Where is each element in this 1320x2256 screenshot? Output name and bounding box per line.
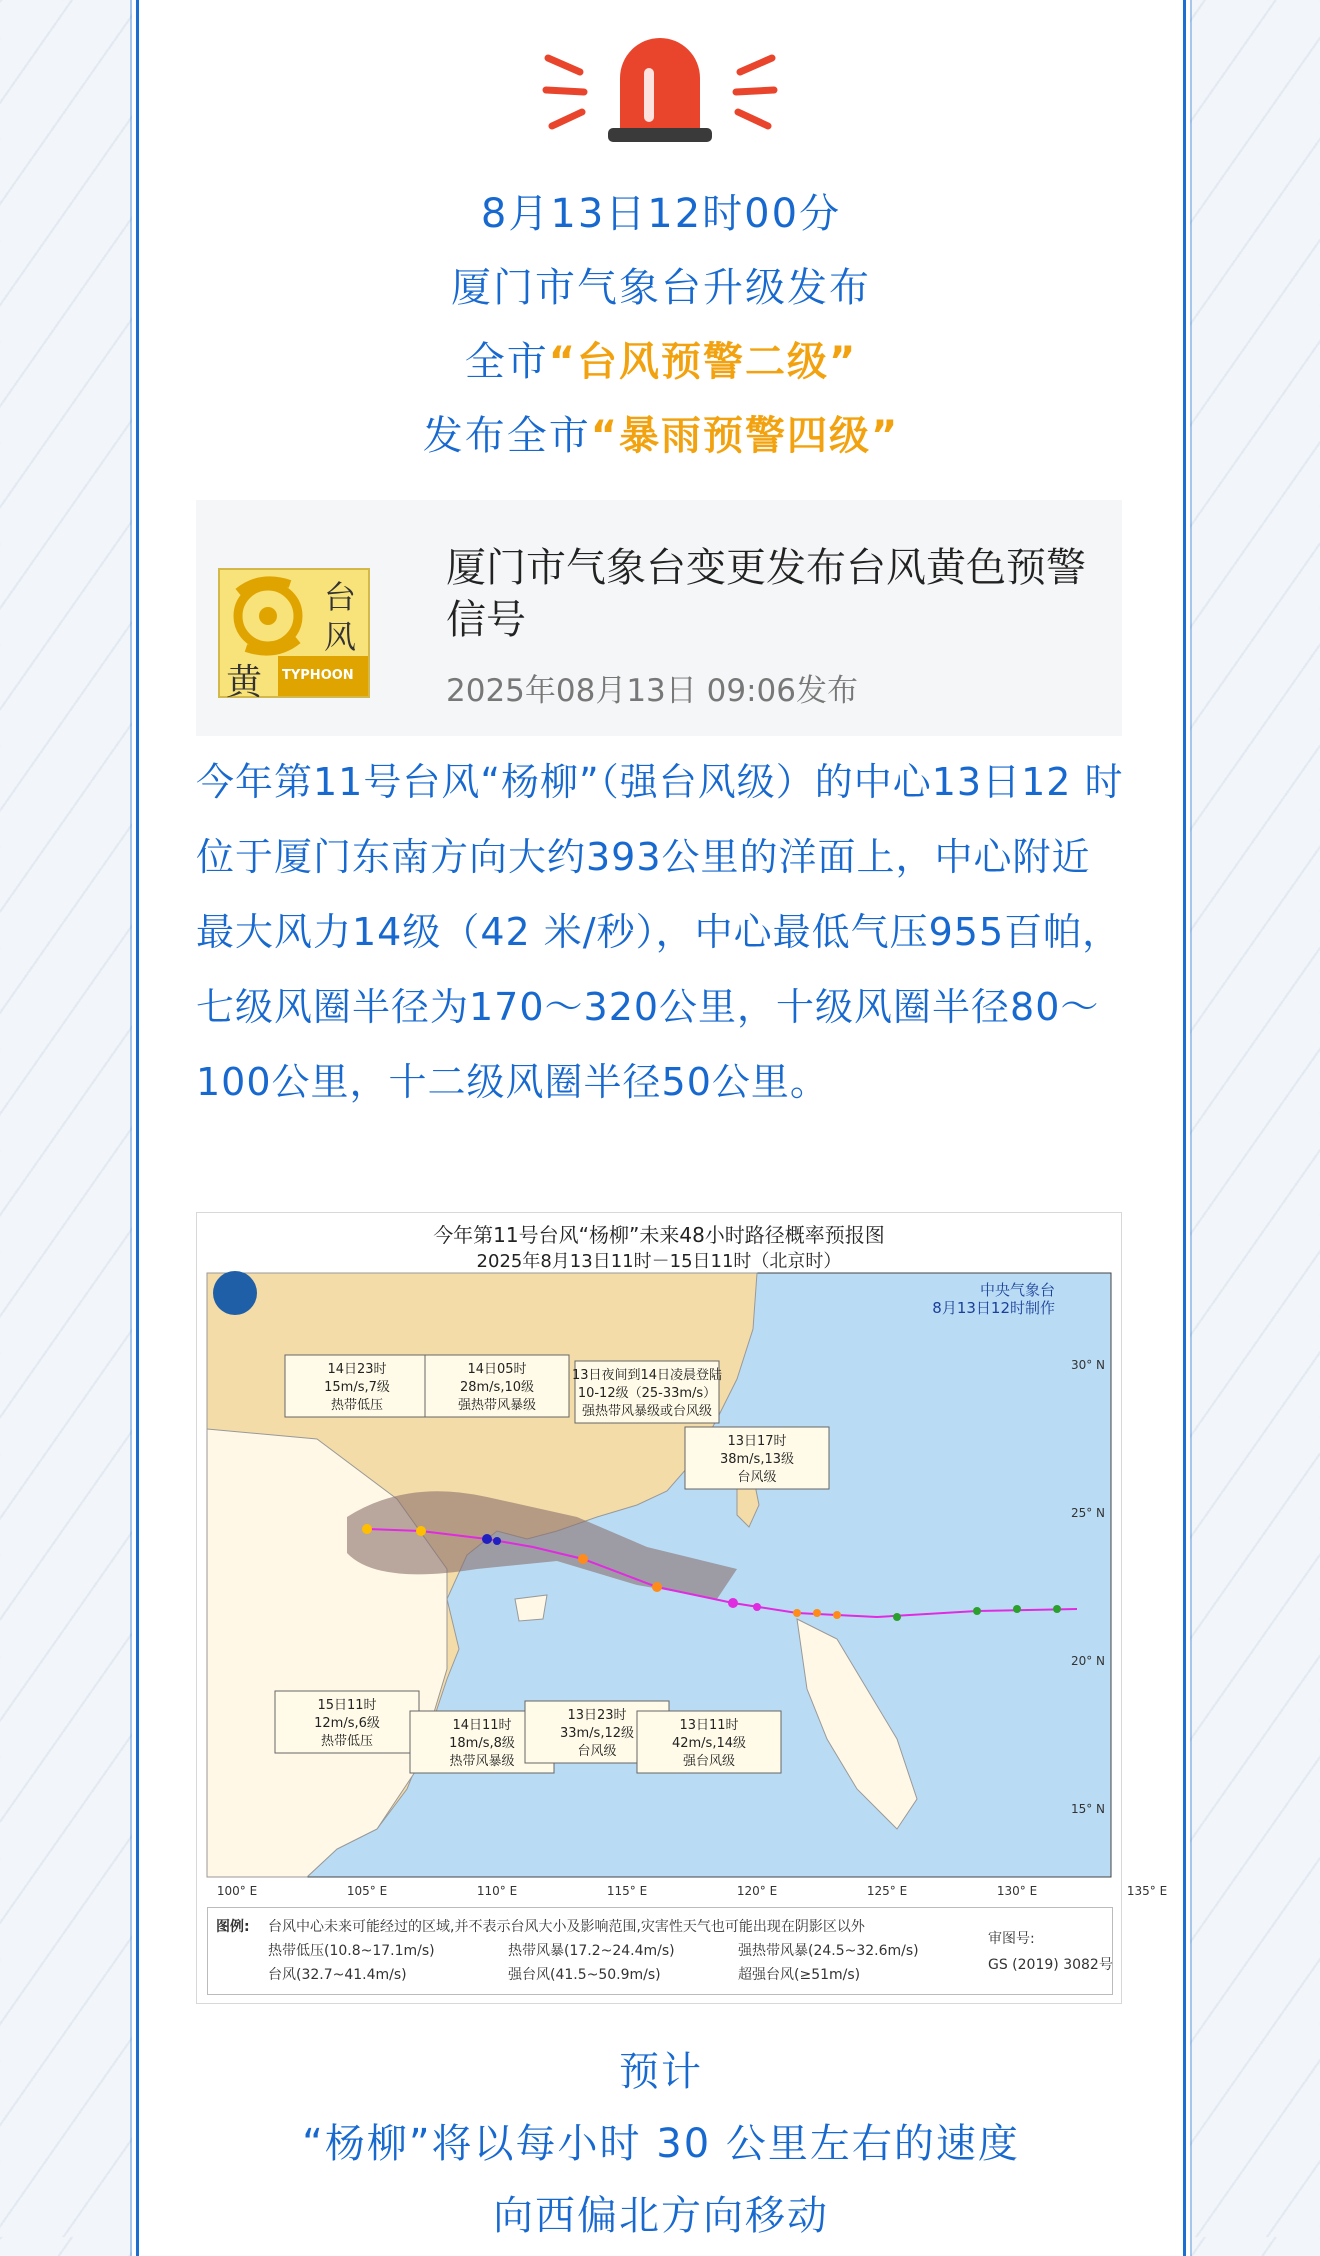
track-label-wind: 42m/s,14级 — [671, 1736, 747, 1751]
track-label-wind: 18m/s,8级 — [449, 1736, 515, 1751]
track-label-wind: 15m/s,7级 — [324, 1380, 390, 1395]
lon-tick: 135° E — [1126, 1884, 1168, 1898]
headline-rain-warning: 发布全市“暴雨预警四级” — [422, 413, 900, 459]
rain-warning-level: “暴雨预警四级” — [590, 413, 900, 459]
map-made-time: 8月13日12时制作 — [932, 1299, 1055, 1317]
map-agency: 中央气象台 — [979, 1281, 1055, 1299]
siren-icon — [540, 20, 780, 145]
track-label-level: 强热带风暴级或台风级 — [581, 1404, 713, 1419]
lon-tick: 110° E — [476, 1884, 518, 1898]
lon-tick: 120° E — [736, 1884, 778, 1898]
lat-tick: 25° N — [1070, 1506, 1105, 1520]
forecast-line-1: “杨柳”将以每小时 30 公里左右的速度 — [302, 2121, 1020, 2167]
track-label-time: 15日11时 — [317, 1698, 377, 1713]
track-label-time: 13日夜间到14日凌晨登陆 — [571, 1368, 723, 1383]
lat-tick: 15° N — [1070, 1802, 1105, 1816]
headline-typhoon-warning: 全市“台风预警二级” — [464, 339, 858, 385]
typhoon-yellow-signal-icon: 台 风 黄 TYPHOON — [218, 568, 370, 698]
track-label-wind: 28m/s,10级 — [459, 1380, 535, 1395]
headline-time: 8月13日12时00分 — [480, 191, 842, 237]
typhoon-warning-level: “台风预警二级” — [548, 339, 858, 385]
track-label-time: 14日11时 — [452, 1718, 512, 1733]
track-label-level: 台风级 — [577, 1744, 617, 1759]
track-label-time: 14日23时 — [327, 1362, 387, 1377]
map-title: 今年第11号台风“杨柳”未来48小时路径概率预报图 — [433, 1223, 885, 1247]
lon-tick: 125° E — [866, 1884, 908, 1898]
typhoon-track-map — [196, 1212, 1168, 2004]
lon-tick: 115° E — [606, 1884, 648, 1898]
track-label-level: 强台风级 — [682, 1754, 736, 1769]
typhoon-description: 今年第11号台风“杨柳”（强台风级）的中心13日12 时位于厦门东南方向大约393公里的洋面上，中心附近最大风力14级（42 米/秒），中心最低气压955百帕，七级风圈半径为170～320公里，十级风圈半径80～100公里，十二级风圈半径50公里。 — [196, 760, 1124, 1104]
map-subtitle: 2025年8月13日11时－15日11时（北京时） — [476, 1251, 842, 1272]
track-label-level: 热带低压 — [330, 1398, 384, 1413]
forecast-lead: 预计 — [619, 2049, 703, 2095]
lat-tick: 20° N — [1070, 1654, 1105, 1668]
forecast-line-2: 向西偏北方向移动 — [493, 2193, 829, 2239]
track-label-level: 强热带风暴级 — [457, 1398, 537, 1413]
lon-tick: 105° E — [346, 1884, 388, 1898]
track-label-time: 13日17时 — [727, 1434, 787, 1449]
map-legend: 图例: 台风中心未来可能经过的区域,并不表示台风大小及影响范围,灾害性天气也可能出现在阴影区以外 热带低压(10.8~17.1m/s) 热带风暴(17.2~24.4m/s) 强热带风暴(24.5~32.6m/s) 台风(32.7~41.4m/s) 强台风(41.5~50.9m/s) 超强台风(≥51m/s) 审图号: GS (2019) 3082号 — [207, 1907, 1113, 1995]
track-label-wind: 12m/s,6级 — [314, 1716, 380, 1731]
track-map-graphic — [197, 1269, 1168, 1909]
warning-notice-card[interactable] — [196, 500, 1122, 736]
lon-tick: 130° E — [996, 1884, 1038, 1898]
track-label-level: 热带低压 — [320, 1734, 374, 1749]
track-label-time: 13日11时 — [679, 1718, 739, 1733]
headline-issuer: 厦门市气象台升级发布 — [451, 265, 871, 311]
track-label-level: 台风级 — [737, 1470, 777, 1485]
notice-date: 2025年08月13日 09:06发布 — [446, 673, 858, 709]
lon-tick: 100° E — [216, 1884, 258, 1898]
track-label-wind: 38m/s,13级 — [719, 1452, 795, 1467]
track-label-wind: 10-12级（25-33m/s） — [577, 1386, 717, 1401]
track-label-time: 14日05时 — [467, 1362, 527, 1377]
track-label-wind: 33m/s,12级 — [559, 1726, 635, 1741]
track-label-level: 热带风暴级 — [449, 1754, 515, 1769]
notice-title: 厦门市气象台变更发布台风黄色预警信号 — [446, 545, 1086, 643]
lat-tick: 30° N — [1070, 1358, 1105, 1372]
track-label-time: 13日23时 — [567, 1708, 627, 1723]
